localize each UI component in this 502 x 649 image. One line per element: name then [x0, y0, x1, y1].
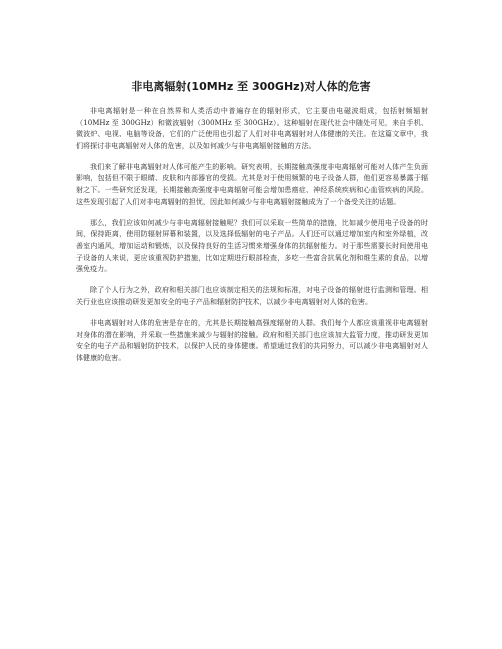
document-body	[76, 106, 428, 374]
paragraph-effects: 我们来了解非电离辐射对人体可能产生的影响。研究表明，长期接触高强度非电离辐射可能对人体产生负面影响，包括但不限于眼睛、皮肤和内部器官的受损。尤其是对于使用频繁的电子设备人群，他们更容易暴露于辐射之下。一些研究还发现，长期接触高强度非电离辐射可能会增加患癌症、神经系统疾病和心血管疾病的风险。这些发现引起了人们对非电离辐射的担忧，因此如何减少与非电离辐射接触成为了一个备受关注的话题。	[76, 162, 428, 206]
paragraph-regulation: 除了个人行为之外，政府和相关部门也应该制定相关的法规和标准，对电子设备的辐射进行监测和管理。相关行业也应该推动研发更加安全的电子产品和辐射防护技术，以减少非电离辐射对人体的危害。	[76, 286, 428, 306]
paragraph-intro: 非电离辐射是一种在自然界和人类活动中普遍存在的辐射形式，它主要由电磁波组成，包括射频辐射（10MHz 至 300GHz）和微波辐射（300MHz 至 300GHz）。这种辐射在现代社会中随处可见，来自手机、微波炉、电视、电脑等设备，它们的广泛使用也引起了人们对非电离辐射对人体健康的关注。在这篇文章中，我们将探讨非电离辐射对人体的危害，以及如何减少与非电离辐射接触的方法。	[76, 107, 428, 150]
paragraph-conclusion: 非电离辐射对人体的危害是存在的，尤其是长期接触高强度辐射的人群。我们每个人都应该重视非电离辐射对身体的潜在影响，并采取一些措施来减少与辐射的接触。政府和相关部门也应该加大监管力度，推动研发更加安全的电子产品和辐射防护技术，以保护人民的身体健康。希望通过我们的共同努力，可以减少非电离辐射对人体健康的危害。	[76, 318, 428, 362]
paragraph-reduction: 那么，我们应该如何减少与非电离辐射接触呢？我们可以采取一些简单的措施，比如减少使用电子设备的时间，保持距离，使用防辐射屏幕和装置，以及选择低辐射的电子产品。人们还可以通过增加室内和室外绿植，改善室内通风，增加运动和锻炼，以及保持良好的生活习惯来增强身体的抗辐射能力。对于那些需要长时间使用电子设备的人来说，更应该重视防护措施，比如定期进行眼部检查，多吃一些富含抗氧化剂和维生素的食品，以增强免疫力。	[76, 218, 428, 274]
document-title: 非电离辐射(10MHz 至 300GHz)对人体的危害	[131, 80, 371, 93]
